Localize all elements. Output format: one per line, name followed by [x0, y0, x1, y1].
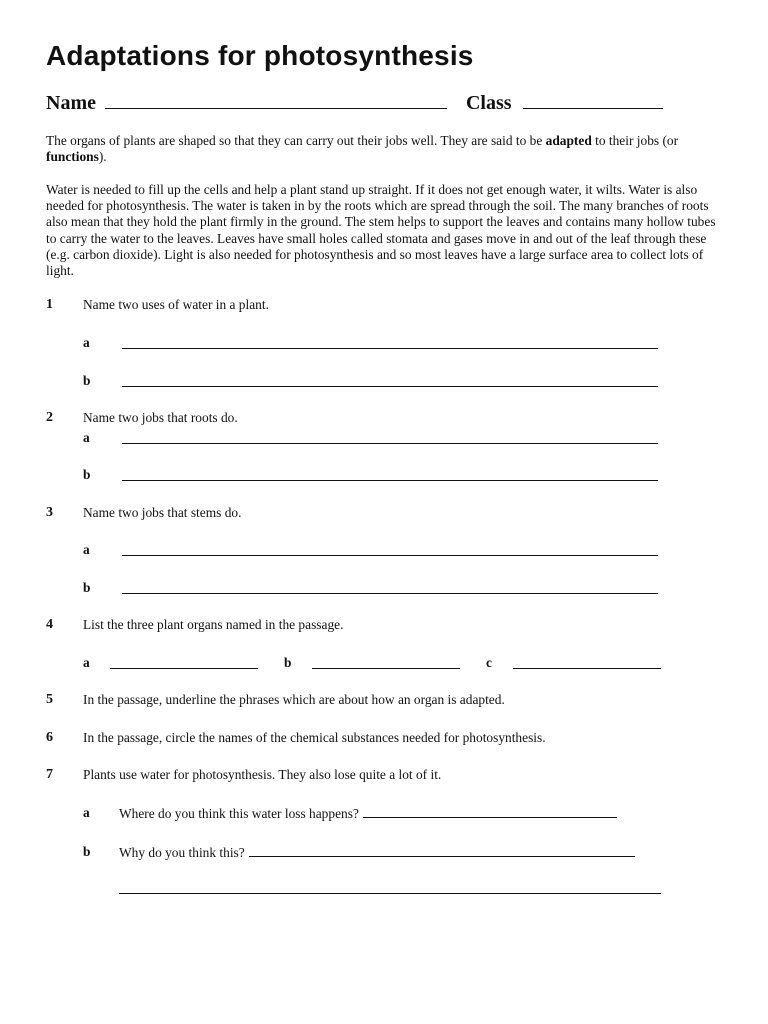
answer-line[interactable] — [312, 668, 460, 669]
answer-line[interactable] — [122, 480, 658, 481]
answer-label-c: c — [486, 655, 492, 670]
answer-label-a: a — [83, 335, 90, 350]
class-label: Class — [465, 92, 512, 114]
answer-label-b: b — [83, 467, 91, 482]
answer-label-b: b — [83, 373, 91, 388]
answer-line[interactable] — [122, 443, 658, 444]
q7-b-text: Why do you think this? — [119, 845, 245, 860]
question-text: In the passage, circle the names of the chemical substances needed for photosynthesis. — [83, 730, 546, 745]
answer-label-b: b — [83, 580, 91, 595]
answer-line[interactable] — [249, 844, 635, 857]
answer-label-a: a — [83, 655, 90, 670]
intro-text: to their jobs (or — [591, 133, 679, 148]
answer-line[interactable] — [122, 555, 658, 556]
q7-a-text: Where do you think this water loss happens? — [119, 806, 359, 821]
answer-line[interactable] — [119, 893, 661, 894]
answer-line[interactable] — [122, 593, 658, 594]
answer-line[interactable] — [513, 668, 661, 669]
question-number: 7 — [46, 767, 53, 782]
answer-label-a: a — [83, 430, 90, 445]
question-number: 3 — [46, 505, 53, 520]
answer-label-a: a — [83, 542, 90, 557]
intro-paragraph-1 — [46, 133, 726, 165]
question-number: 5 — [46, 692, 53, 707]
question-number: 4 — [46, 617, 53, 632]
q7-b-prompt — [119, 844, 635, 861]
name-class-row — [46, 92, 663, 115]
answer-label-b: b — [83, 844, 91, 859]
intro-paragraph-2: Water is needed to fill up the cells and help a plant stand up straight. If it does not get enough water, it wilts. Water is also needed for photosynthesis. The water is taken in by the roots which are spread through the soil. The many branches of roots also mean that they hold the plant firmly in the ground. The stem helps to support the leaves and contains many hollow tubes to carry the water to the leaves. Leaves have small holes called stomata and gases move in and out of the leaf through these (e.g. carbon dioxide). Light is also needed for photosynthesis and so most leaves have a large surface area to collect lots of light. — [46, 182, 716, 279]
question-number: 2 — [46, 410, 53, 425]
question-text: Name two jobs that roots do. — [83, 410, 238, 425]
q7-a-prompt — [119, 805, 617, 822]
class-blank[interactable] — [523, 92, 663, 109]
question-text: Name two jobs that stems do. — [83, 505, 242, 520]
name-label: Name — [46, 92, 96, 114]
question-text: In the passage, underline the phrases which are about how an organ is adapted. — [83, 692, 505, 707]
term-adapted: adapted — [545, 133, 592, 148]
intro-text: The organs of plants are shaped so that they can carry out their jobs well. They are said to be — [46, 133, 546, 148]
name-blank[interactable] — [105, 92, 447, 109]
answer-line[interactable] — [110, 668, 258, 669]
question-number: 6 — [46, 730, 53, 745]
question-number: 1 — [46, 297, 53, 312]
question-text: Plants use water for photosynthesis. They also lose quite a lot of it. — [83, 767, 442, 782]
answer-label-b: b — [284, 655, 292, 670]
answer-label-a: a — [83, 805, 90, 820]
answer-line[interactable] — [363, 805, 617, 818]
page-title: Adaptations for photosynthesis — [46, 40, 474, 71]
answer-line[interactable] — [122, 348, 658, 349]
answer-line[interactable] — [122, 386, 658, 387]
question-text: List the three plant organs named in the passage. — [83, 617, 344, 632]
intro-text: ). — [98, 149, 107, 165]
term-functions: functions — [46, 149, 99, 165]
question-text: Name two uses of water in a plant. — [83, 297, 269, 312]
